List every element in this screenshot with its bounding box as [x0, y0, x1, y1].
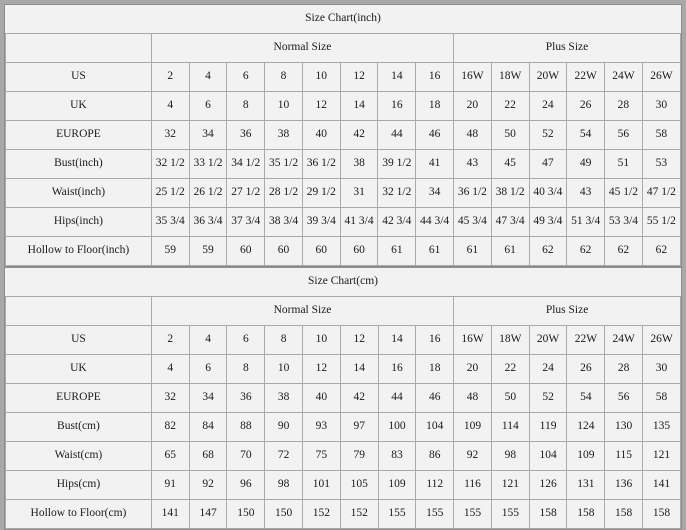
cell: 20 — [454, 355, 492, 384]
cell: 30 — [642, 92, 680, 121]
cell: 24 — [529, 92, 567, 121]
size-chart-cm-table — [5, 268, 681, 529]
cell: 49 3/4 — [529, 208, 567, 237]
cell: 34 — [416, 179, 454, 208]
cell: 131 — [567, 471, 605, 500]
cell: 22W — [567, 326, 605, 355]
cell: 38 — [265, 121, 303, 150]
cell: 43 — [453, 150, 491, 179]
cell: 98 — [491, 442, 529, 471]
cell: 109 — [567, 442, 605, 471]
cell: 62 — [567, 237, 605, 266]
table-row — [6, 500, 681, 529]
cell: 75 — [303, 442, 341, 471]
cell: 25 1/2 — [151, 179, 189, 208]
cell: 84 — [189, 413, 227, 442]
cell: 38 — [340, 150, 378, 179]
chart-title-row — [6, 5, 681, 34]
cell: 28 — [605, 355, 643, 384]
cell: 41 3/4 — [340, 208, 378, 237]
row-label: Hips(inch) — [6, 208, 152, 237]
cell: 46 — [416, 121, 454, 150]
cell: 91 — [151, 471, 189, 500]
cell: 6 — [189, 355, 227, 384]
cell: 35 1/2 — [265, 150, 303, 179]
cell: 24W — [605, 326, 643, 355]
cell: 114 — [491, 413, 529, 442]
group-header-normal: Normal Size — [151, 34, 453, 63]
cell: 22 — [491, 355, 529, 384]
row-label: Hollow to Floor(inch) — [6, 237, 152, 266]
cell: 36 1/2 — [453, 179, 491, 208]
cell: 2 — [151, 326, 189, 355]
cell: 158 — [567, 500, 605, 529]
cell: 29 1/2 — [302, 179, 340, 208]
cell: 82 — [151, 413, 189, 442]
cell: 53 3/4 — [605, 208, 643, 237]
cell: 92 — [189, 471, 227, 500]
cell: 27 1/2 — [227, 179, 265, 208]
cell: 28 1/2 — [265, 179, 303, 208]
row-label: EUROPE — [6, 384, 152, 413]
group-header-plus: Plus Size — [454, 297, 681, 326]
cell: 141 — [643, 471, 681, 500]
cell: 24W — [605, 63, 643, 92]
cell: 79 — [340, 442, 378, 471]
cell: 14 — [378, 326, 416, 355]
cell: 121 — [491, 471, 529, 500]
cell: 34 — [189, 121, 227, 150]
cell: 155 — [416, 500, 454, 529]
cell: 8 — [227, 92, 265, 121]
cell: 46 — [416, 384, 454, 413]
cell: 40 — [302, 121, 340, 150]
cell: 35 3/4 — [151, 208, 189, 237]
cell: 36 1/2 — [302, 150, 340, 179]
row-label: Waist(cm) — [6, 442, 152, 471]
cell: 55 1/2 — [642, 208, 680, 237]
cell: 8 — [265, 63, 303, 92]
cell: 50 — [491, 121, 529, 150]
group-header-blank — [6, 34, 152, 63]
cell: 58 — [643, 384, 681, 413]
cell: 135 — [643, 413, 681, 442]
cell: 36 — [227, 384, 265, 413]
cell: 14 — [340, 92, 378, 121]
cell: 60 — [340, 237, 378, 266]
cell: 68 — [189, 442, 227, 471]
cell: 115 — [605, 442, 643, 471]
cell: 105 — [340, 471, 378, 500]
cell: 32 — [151, 384, 189, 413]
row-label: Bust(inch) — [6, 150, 152, 179]
cell: 44 3/4 — [416, 208, 454, 237]
cell: 141 — [151, 500, 189, 529]
size-chart-inch-table — [5, 5, 681, 266]
row-label: UK — [6, 355, 152, 384]
cell: 26 — [567, 92, 605, 121]
cell: 52 — [529, 121, 567, 150]
group-header-plus: Plus Size — [453, 34, 680, 63]
cell: 32 1/2 — [151, 150, 189, 179]
cell: 22 — [491, 92, 529, 121]
cell: 18 — [416, 355, 454, 384]
cell: 44 — [378, 384, 416, 413]
cell: 10 — [265, 355, 303, 384]
cell: 104 — [529, 442, 567, 471]
cell: 48 — [454, 384, 492, 413]
cell: 8 — [227, 355, 265, 384]
cell: 40 — [303, 384, 341, 413]
cell: 50 — [491, 384, 529, 413]
cell: 119 — [529, 413, 567, 442]
row-label: UK — [6, 92, 152, 121]
cell: 98 — [265, 471, 303, 500]
cell: 109 — [378, 471, 416, 500]
cell: 52 — [529, 384, 567, 413]
cell: 26W — [643, 326, 681, 355]
chart-title-row — [6, 268, 681, 297]
cell: 20W — [529, 63, 567, 92]
size-chart-inch — [4, 4, 682, 267]
cell: 60 — [227, 237, 265, 266]
row-label: EUROPE — [6, 121, 152, 150]
cell: 62 — [642, 237, 680, 266]
table-row — [6, 63, 681, 92]
cell: 93 — [303, 413, 341, 442]
cell: 16 — [378, 355, 416, 384]
cell: 10 — [303, 326, 341, 355]
cell: 54 — [567, 384, 605, 413]
cell: 51 3/4 — [567, 208, 605, 237]
cell: 14 — [340, 355, 378, 384]
row-label: Hollow to Floor(cm) — [6, 500, 152, 529]
cell: 10 — [302, 63, 340, 92]
cell: 59 — [189, 237, 227, 266]
cell: 34 1/2 — [227, 150, 265, 179]
cell: 61 — [453, 237, 491, 266]
cell: 96 — [227, 471, 265, 500]
cell: 86 — [416, 442, 454, 471]
cell: 158 — [643, 500, 681, 529]
cell: 62 — [605, 237, 643, 266]
table-row — [6, 179, 681, 208]
cell: 92 — [454, 442, 492, 471]
cell: 56 — [605, 121, 643, 150]
cell: 12 — [303, 355, 341, 384]
cell: 152 — [303, 500, 341, 529]
cell: 6 — [227, 326, 265, 355]
cell: 60 — [265, 237, 303, 266]
table-row — [6, 208, 681, 237]
cell: 53 — [642, 150, 680, 179]
cell: 56 — [605, 384, 643, 413]
cell: 22W — [567, 63, 605, 92]
cell: 18W — [491, 63, 529, 92]
cell: 24 — [529, 355, 567, 384]
cell: 136 — [605, 471, 643, 500]
table-row — [6, 326, 681, 355]
cell: 12 — [340, 326, 378, 355]
cell: 61 — [491, 237, 529, 266]
cell: 12 — [340, 63, 378, 92]
cell: 42 — [340, 121, 378, 150]
cell: 16 — [416, 63, 454, 92]
cell: 16W — [453, 63, 491, 92]
cell: 8 — [265, 326, 303, 355]
cell: 16 — [416, 326, 454, 355]
cell: 20W — [529, 326, 567, 355]
page-title: Size Chart(cm) — [6, 268, 681, 297]
table-row — [6, 150, 681, 179]
row-label: US — [6, 326, 152, 355]
cell: 109 — [454, 413, 492, 442]
cell: 150 — [227, 500, 265, 529]
cell: 54 — [567, 121, 605, 150]
cell: 16W — [454, 326, 492, 355]
table-row — [6, 413, 681, 442]
cell: 59 — [151, 237, 189, 266]
cell: 33 1/2 — [189, 150, 227, 179]
cell: 83 — [378, 442, 416, 471]
table-row — [6, 442, 681, 471]
cell: 38 — [265, 384, 303, 413]
cell: 158 — [529, 500, 567, 529]
cell: 100 — [378, 413, 416, 442]
cell: 44 — [378, 121, 416, 150]
cell: 101 — [303, 471, 341, 500]
cell: 4 — [151, 355, 189, 384]
cell: 39 3/4 — [302, 208, 340, 237]
cell: 2 — [151, 63, 189, 92]
row-label: US — [6, 63, 152, 92]
cell: 26 — [567, 355, 605, 384]
cell: 18 — [416, 92, 454, 121]
cell: 121 — [643, 442, 681, 471]
cell: 39 1/2 — [378, 150, 416, 179]
cell: 112 — [416, 471, 454, 500]
cell: 158 — [605, 500, 643, 529]
table-row — [6, 121, 681, 150]
table-row — [6, 237, 681, 266]
cell: 20 — [453, 92, 491, 121]
cell: 45 1/2 — [605, 179, 643, 208]
cell: 45 3/4 — [453, 208, 491, 237]
cell: 16 — [378, 92, 416, 121]
cell: 43 — [567, 179, 605, 208]
cell: 4 — [189, 63, 227, 92]
cell: 47 3/4 — [491, 208, 529, 237]
cell: 36 — [227, 121, 265, 150]
cell: 34 — [189, 384, 227, 413]
cell: 58 — [642, 121, 680, 150]
group-header-row — [6, 297, 681, 326]
cell: 18W — [491, 326, 529, 355]
row-label: Bust(cm) — [6, 413, 152, 442]
cell: 6 — [189, 92, 227, 121]
cell: 28 — [605, 92, 643, 121]
group-header-row — [6, 34, 681, 63]
cell: 6 — [227, 63, 265, 92]
cell: 38 3/4 — [265, 208, 303, 237]
cell: 26 1/2 — [189, 179, 227, 208]
cell: 150 — [265, 500, 303, 529]
group-header-normal: Normal Size — [151, 297, 453, 326]
cell: 155 — [378, 500, 416, 529]
cell: 30 — [643, 355, 681, 384]
cell: 88 — [227, 413, 265, 442]
row-label: Waist(inch) — [6, 179, 152, 208]
table-row — [6, 471, 681, 500]
cell: 32 — [151, 121, 189, 150]
cell: 155 — [454, 500, 492, 529]
table-row — [6, 355, 681, 384]
cell: 97 — [340, 413, 378, 442]
cell: 41 — [416, 150, 454, 179]
cell: 32 1/2 — [378, 179, 416, 208]
cell: 4 — [189, 326, 227, 355]
table-row — [6, 92, 681, 121]
cell: 147 — [189, 500, 227, 529]
cell: 126 — [529, 471, 567, 500]
cell: 130 — [605, 413, 643, 442]
cell: 104 — [416, 413, 454, 442]
cell: 14 — [378, 63, 416, 92]
cell: 155 — [491, 500, 529, 529]
cell: 62 — [529, 237, 567, 266]
cell: 10 — [265, 92, 303, 121]
cell: 90 — [265, 413, 303, 442]
cell: 60 — [302, 237, 340, 266]
cell: 31 — [340, 179, 378, 208]
cell: 26W — [642, 63, 680, 92]
cell: 36 3/4 — [189, 208, 227, 237]
cell: 51 — [605, 150, 643, 179]
row-label: Hips(cm) — [6, 471, 152, 500]
cell: 49 — [567, 150, 605, 179]
cell: 65 — [151, 442, 189, 471]
cell: 70 — [227, 442, 265, 471]
cell: 38 1/2 — [491, 179, 529, 208]
cell: 61 — [416, 237, 454, 266]
cell: 48 — [453, 121, 491, 150]
cell: 40 3/4 — [529, 179, 567, 208]
cell: 4 — [151, 92, 189, 121]
cell: 12 — [302, 92, 340, 121]
cell: 61 — [378, 237, 416, 266]
cell: 72 — [265, 442, 303, 471]
cell: 124 — [567, 413, 605, 442]
cell: 47 1/2 — [642, 179, 680, 208]
cell: 37 3/4 — [227, 208, 265, 237]
cell: 42 3/4 — [378, 208, 416, 237]
cell: 47 — [529, 150, 567, 179]
cell: 152 — [340, 500, 378, 529]
table-row — [6, 384, 681, 413]
cell: 42 — [340, 384, 378, 413]
group-header-blank — [6, 297, 152, 326]
cell: 45 — [491, 150, 529, 179]
size-chart-cm — [4, 267, 682, 530]
cell: 116 — [454, 471, 492, 500]
page-title: Size Chart(inch) — [6, 5, 681, 34]
